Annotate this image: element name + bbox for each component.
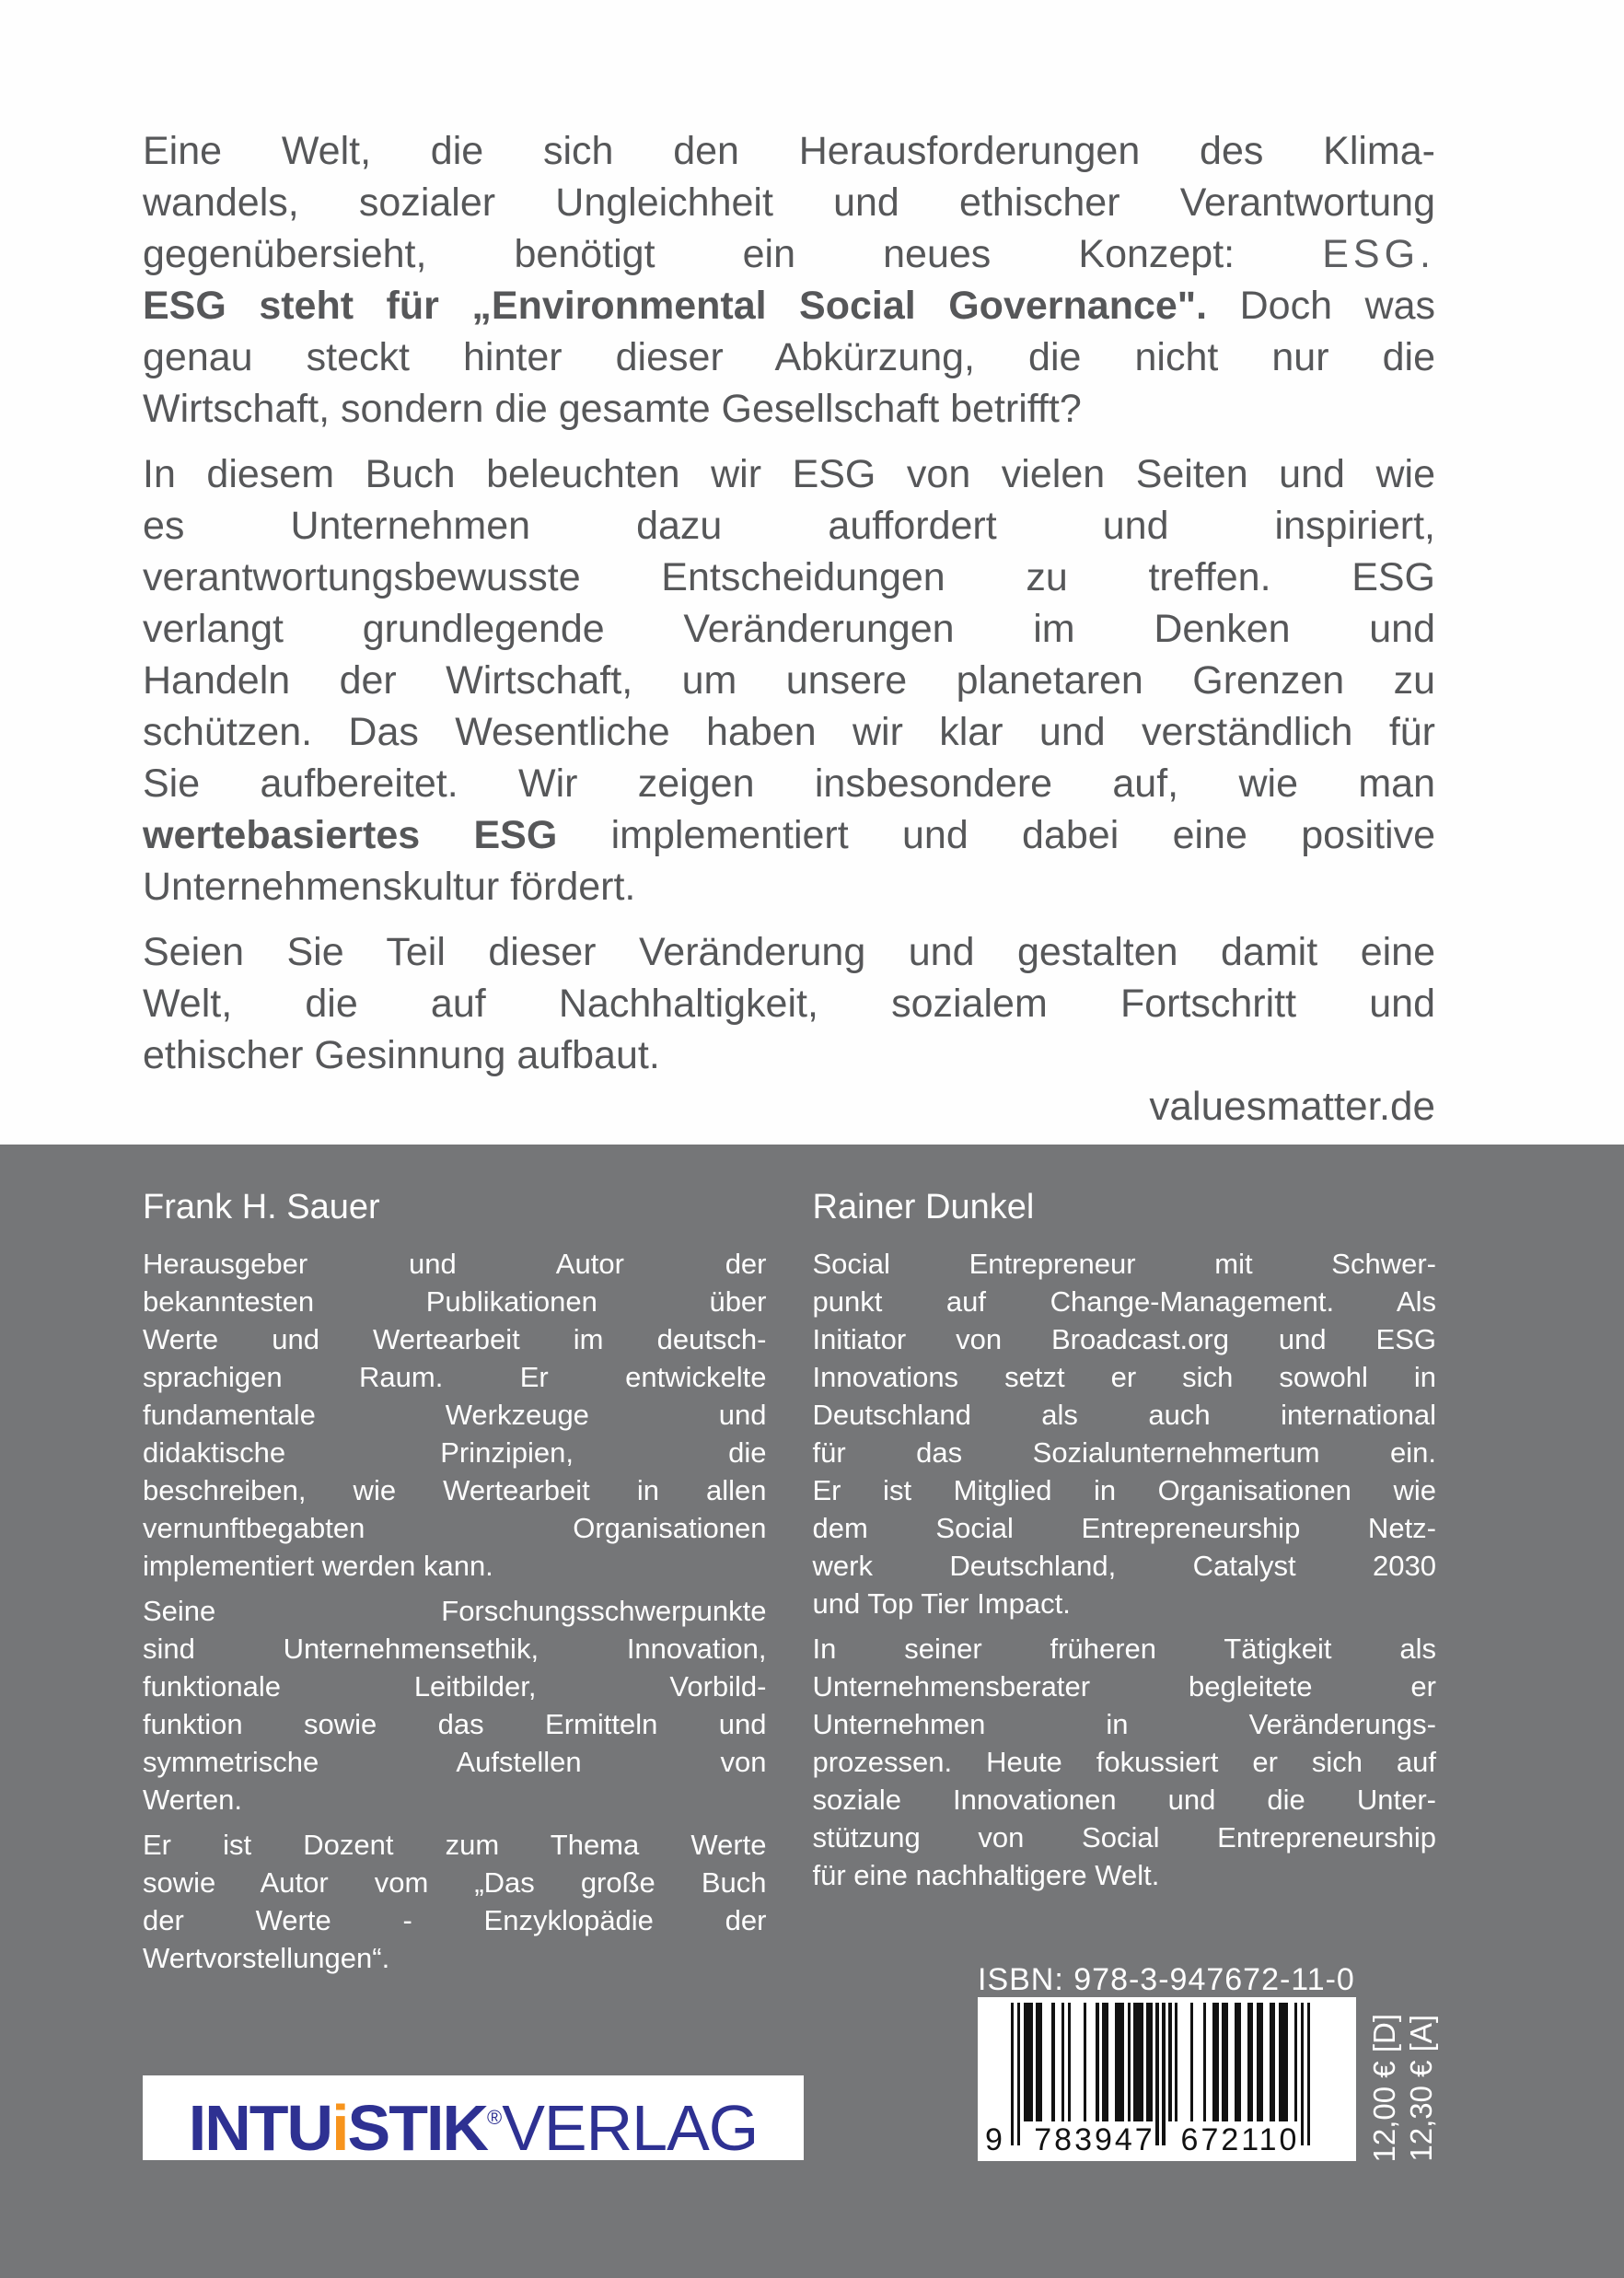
price-block	[1366, 1980, 1440, 2162]
author-name: Frank H. Sauer	[143, 1188, 380, 1226]
logo-letter-i: i	[331, 2092, 348, 2164]
paragraph: Social Entrepreneur mit Schwer- punkt auf Change-Management. Als Initiator von Broadcast.org und ESG Innovations setzt er sich sowohl in Deutschland als auch international für das Sozialunternehmertum ein. Er ist Mitglied in Organisationen wie dem Social Entrepreneurship Netz- werk Deutschland, Catalyst 2030 und Top Tier Impact.	[812, 1248, 1436, 1620]
barcode-digit-group2: 672110	[1180, 2122, 1300, 2157]
barcode-digits	[978, 2121, 1356, 2159]
logo-text-intu: INTU	[188, 2092, 332, 2164]
paragraph: Seine Forschungsschwerpunkte sind Unternehmensethik, Innovation, funktionale Leitbilder, Vorbild- funktion sowie das Ermitteln und symmetrische Aufstellen von Werten.	[143, 1595, 767, 1816]
author-columns	[0, 1145, 1624, 1984]
paragraph: Herausgeber und Autor der bekanntesten Publikationen über Werte und Wertearbeit im deutsch- sprachigen Raum. Er entwickelte fundamentale Werkzeuge und didaktische Prinzipien, die beschreiben, wie Wertearbeit in allen vernunftbegabten Organisationen implementiert werden kann.	[143, 1248, 767, 1582]
paragraph: Er ist Dozent zum Thema Werte sowie Autor vom „Das große Buch der Werte - Enzyklopädie der Wertvorstellungen“.	[143, 1829, 767, 1974]
logo-text-stik: STIK	[347, 2092, 487, 2164]
barcode-digit-first: 9	[985, 2122, 1005, 2157]
registered-trademark-icon: ®	[487, 2106, 503, 2129]
barcode-digit-group1: 783947	[1034, 2122, 1155, 2157]
ean13-barcode	[978, 1997, 1356, 2161]
paragraph: Seien Sie Teil dieser Veränderung und gestalten damit eine Welt, die auf Nachhaltigkeit, sozialem Fortschritt und ethischer Gesinnung aufbaut.	[143, 930, 1435, 1077]
author-bio	[813, 1245, 1437, 1894]
author-bio	[143, 1245, 767, 1977]
paragraph: Eine Welt, die sich den Herausforderungen des Klima- wandels, sozialer Ungleichheit und ethischer Verantwortung gegenübersieht, benötigt ein neues Konzept: ESG. ESG steht für „Environmental Social Governance". Doch was genau steckt hinter dieser Abkürzung, die nicht nur die Wirtschaft, sondern die gesamte Gesellschaft betrifft?	[143, 129, 1435, 431]
synopsis-text	[143, 125, 1435, 1081]
paragraph: In diesem Buch beleuchten wir ESG von vielen Seiten und wie es Unternehmen dazu auffordert und inspiriert, verantwortungsbewusste Entscheidungen zu treffen. ESG verlangt grundlegende Veränderungen im Denken und Handeln der Wirtschaft, um unsere planetaren Grenzen zu schützen. Das Wesentliche haben wir klar und verständlich für Sie aufbereitet. Wir zeigen insbesondere auf, wie man wertebasiertes ESG implementiert und dabei eine positive Unternehmenskultur fördert.	[143, 452, 1435, 909]
website-url: valuesmatter.de	[1149, 1084, 1435, 1129]
author-column-frank-sauer	[143, 1186, 767, 1984]
paragraph: In seiner früheren Tätigkeit als Unternehmensberater begleitete er Unternehmen in Veränderungs- prozessen. Heute fokussiert er sich auf soziale Innovationen und die Unter- stützung von Social Entrepreneurship für eine nachhaltigere Welt.	[812, 1633, 1436, 1891]
logo-text-verlag: VERLAG	[502, 2092, 759, 2164]
price-germany: 12,00 € [D]	[1367, 2013, 1401, 2162]
isbn-label: ISBN: 978-3-947672-11-0	[978, 1962, 1355, 1997]
author-name: Rainer Dunkel	[812, 1188, 1035, 1226]
price-austria: 12,30 € [A]	[1404, 2015, 1438, 2162]
author-column-rainer-dunkel	[813, 1186, 1437, 1984]
publisher-logo	[143, 2075, 804, 2164]
